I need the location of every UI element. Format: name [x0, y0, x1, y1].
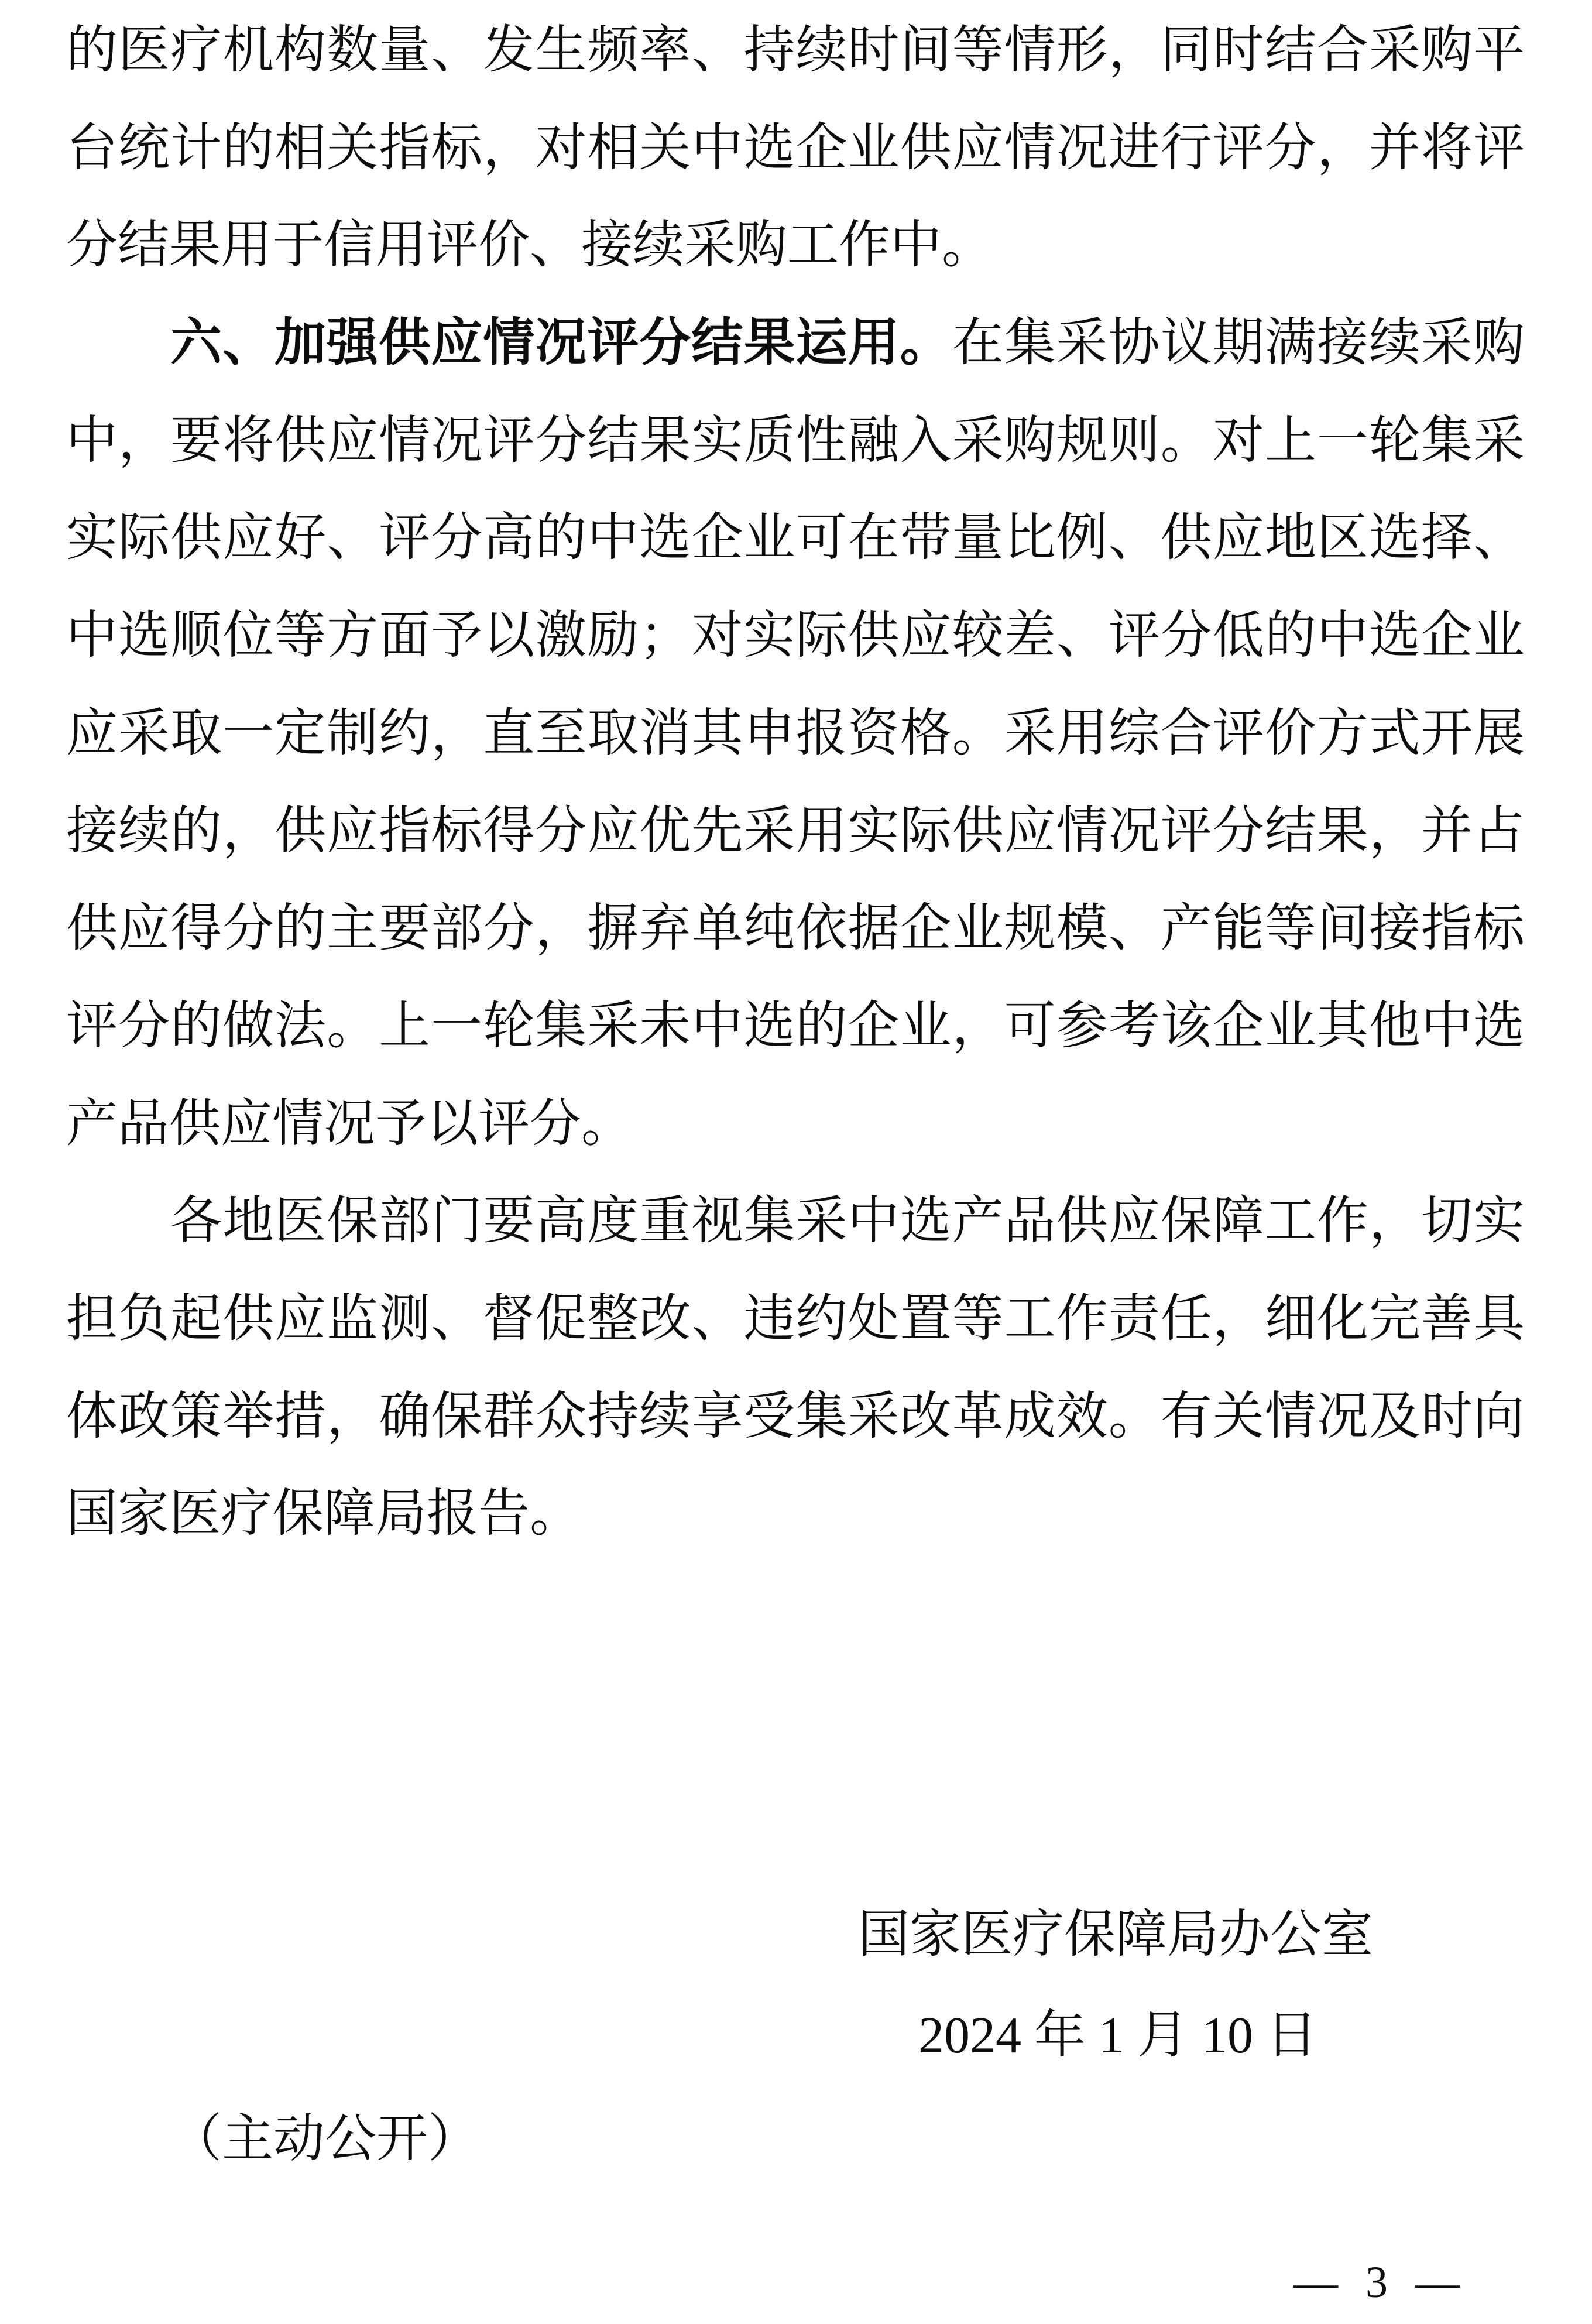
- paragraph-indent: [66, 1193, 170, 1250]
- body-line-5: 中，要将供应情况评分结果实质性融入采购规则。对上一轮集采: [66, 412, 1525, 469]
- body-line-11: 评分的做法。上一轮集采未中选的企业，可参考该企业其他中选: [66, 998, 1525, 1055]
- signature-date: 2024 年 1 月 10 日: [918, 2007, 1317, 2064]
- body-line-4-rest: 在集采协议期满接续采购: [952, 315, 1525, 372]
- body-line-9: 接续的，供应指标得分应优先采用实际供应情况评分结果，并占: [66, 803, 1525, 860]
- body-line-10: 供应得分的主要部分，摒弃单纯依据企业规模、产能等间接指标: [66, 900, 1525, 958]
- page-number: — 3 —: [1294, 2258, 1468, 2307]
- disclosure-note: （主动公开）: [170, 2111, 480, 2168]
- body-line-7: 中选顺位等方面予以激励；对实际供应较差、评分低的中选企业: [66, 608, 1525, 665]
- document-body: [66, 2, 1525, 1564]
- body-line-13: [66, 1173, 1525, 1271]
- body-line-8: 应采取一定制约，直至取消其申报资格。采用综合评价方式开展: [66, 705, 1525, 762]
- body-line-6: 实际供应好、评分高的中选企业可在带量比例、供应地区选择、: [66, 510, 1525, 567]
- paragraph-indent: [66, 315, 170, 372]
- body-line-13-text: 各地医保部门要高度重视集采中选产品供应保障工作，切实: [170, 1193, 1525, 1250]
- body-line-14: 担负起供应监测、督促整改、违约处置等工作责任，细化完善具: [66, 1290, 1525, 1348]
- body-line-12: 产品供应情况予以评分。: [66, 1095, 633, 1153]
- body-line-15: 体政策举措，确保群众持续享受集采改革成效。有关情况及时向: [66, 1388, 1525, 1445]
- body-line-16: 国家医疗保障局报告。: [66, 1486, 582, 1543]
- section-heading: 六、加强供应情况评分结果运用。: [170, 315, 952, 372]
- body-line-3: 分结果用于信用评价、接续采购工作中。: [66, 217, 994, 275]
- signature-office: 国家医疗保障局办公室: [857, 1907, 1373, 1963]
- body-line-1: 的医疗机构数量、发生频率、持续时间等情形，同时结合采购平: [66, 22, 1525, 79]
- body-line-2: 台统计的相关指标，对相关中选企业供应情况进行评分，并将评: [66, 119, 1525, 177]
- body-line-4: [66, 295, 1525, 393]
